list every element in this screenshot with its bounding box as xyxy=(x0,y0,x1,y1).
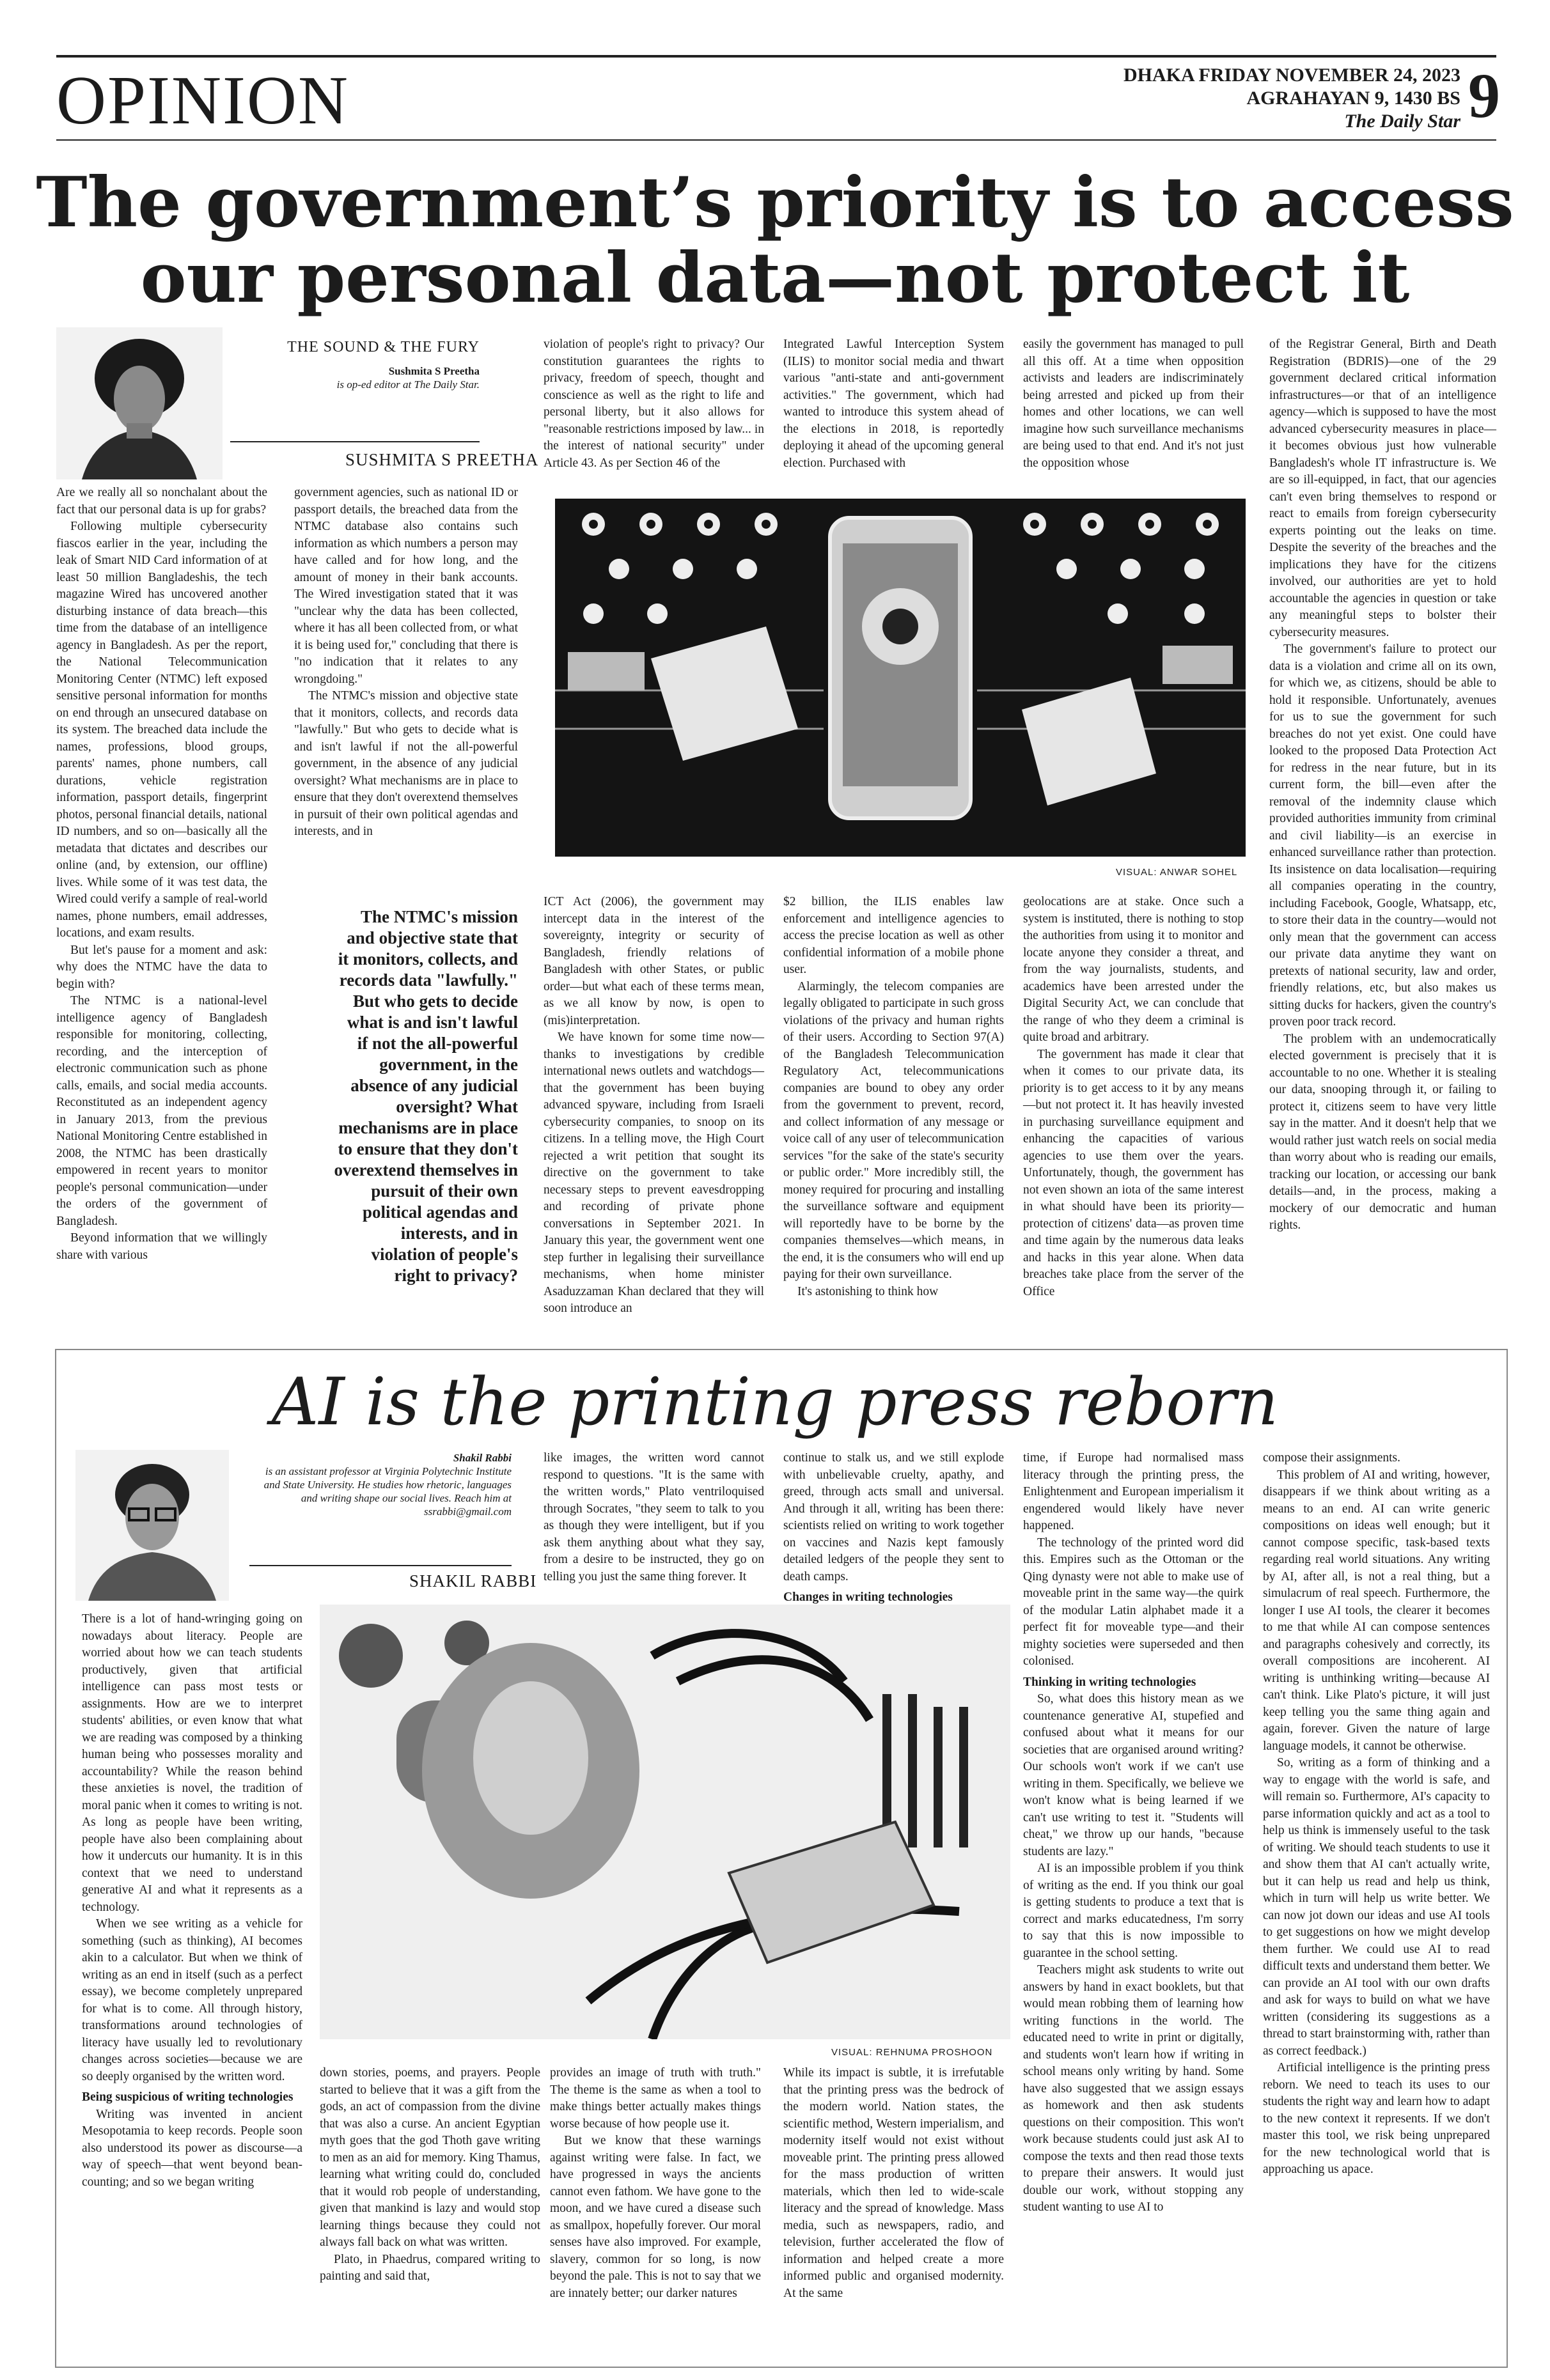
article2-col5 xyxy=(1263,1450,1490,2179)
paragraph: This problem of AI and writing, however, disappears if we think about writing as a means to an end. AI can write generic compositions on ideas well enough; but it cannot compose specific, task-based texts regarding real world situations. Any writing by AI, after all, is not a real thing, but a simulacrum of real speech. Furthermore, the longer I use AI tools, the clearer it becomes to me that while AI can compose sentences and paragraphs cohesively and correctly, its overall compositions are incoherent. AI writing is unthinking writing—because AI can't think. Like Plato's picture, it will just keep telling you the same thing again and again, forever. Given the nature of large language models, it cannot be otherwise. xyxy=(1263,1468,1490,1753)
article2-col4-bottom xyxy=(783,2065,1004,2302)
subhead-thinking: Thinking in writing technologies xyxy=(1023,1675,1196,1689)
pull-quote: The NTMC's mission and objective state that it monitors, collects, and records data "lawfully." But who gets to decide what is and isn't lawful if not the all-powerful government, in the absence of any judicial oversight? What mechanisms are in place to ensure that they don't overextend themselves in pursuit of their own political agendas and interests, and in violation of people's right to privacy? xyxy=(334,907,518,1285)
paragraph: But let's pause for a moment and ask: why does the NTMC have the data to begin with? xyxy=(56,943,267,991)
author2-rule xyxy=(249,1565,512,1566)
paragraph: down stories, poems, and prayers. People started to believe that it was a gift from the gods, an act of compassion from the divine that was also a curse. An ancient Egyptian myth goes that the god Thoth gave writing to men as an aid for memory. King Thamus, learning what writing could do, concluded that it would rob people of understanding, given that mankind is lazy and would stop learning things because they could not always fall back on what was written. xyxy=(320,2066,540,2249)
section-title: OPINION xyxy=(56,63,349,139)
paragraph: We have known for some time now—thanks to investigations by credible international news outlets and watchdogs—that the government has been buying advanced spyware, including from Israeli cybersecurity companies, to snoop on its citizens. In a telling move, the High Court rejected a writ petition that sought its directive on the government to take necessary steps to prevent eavesdropping and recording of private phone conversations in September 2021. In January this year, the government went one step further in legalising their surveillance mechanisms, when home minister Asaduzzaman Khan declared that they will soon introduce an xyxy=(544,1031,764,1315)
paragraph: The government has made it clear that when it comes to our private data, its priority is to get access to it by any means—but not protect it. It has heavily invested in purchasing surveillance equipment and enhancing the capacities of various agencies to use them over the years. Unfortunately, though, the government has not even shown an iota of the same interest in what should have been its priority—protection of citizens' data—as proven time and time again by the numerous data leaks and hacks in this year alone. When data breaches take place from the server of the Office xyxy=(1023,1047,1244,1298)
paragraph: Beyond information that we willingly share with various xyxy=(56,1231,267,1262)
paragraph: ICT Act (2006), the government may intercept data in the interest of the sovereignty, integrity or security of Bangladesh, friendly relations of Bangladesh with other States, or public order—but what each of these terms mean, as we all know by now, is open to (mis)interpretation. xyxy=(544,895,764,1027)
paragraph: The technology of the printed word did this. Empires such as the Ottoman or the Qing dynasty were not able to make use of moveable print in the same way—the quirk of the modular Latin alphabet made it a perfect fit for moveable type—and their mighty societies were superseded and then colonised. xyxy=(1023,1536,1244,1668)
paragraph: like images, the written word cannot respond to questions. "It is the same with the written words," Plato ventriloquised through Socrates, "they seem to talk to you as though they were intelligent, but if you ask them anything about what they say, from a desire to be instructed, they go on telling you just the same thing forever. It xyxy=(544,1451,764,1583)
article1-col2 xyxy=(294,485,518,841)
article1-col5-top xyxy=(1023,336,1244,472)
paragraph: Following multiple cybersecurity fiascos earlier in the year, including the leak of Smart NID Card information of at least 50 million Bangladeshis, the tech magazine Wired has uncovered another disturbing instance of data breach—this time from the database of an intelligence agency in Bangladesh. As per the report, the National Telecommunication Monitoring Center (NTMC) left exposed sensitive personal information for months on end through an unsecured database on its system. The breached data include the names, professions, blood groups, parents' names, phone numbers, call durations, vehicle registration information, passport details, fingerprint photos, personal financial details, national ID numbers, and so on—basically all the metadata that dictates and describes our online (and, by extension, our offline) lives. While some of it was test data, the Wired could verify a sample of real-world names, phone numbers, email addresses, locations, and exam results. xyxy=(56,520,267,940)
date-block xyxy=(1123,64,1460,133)
author-photo-preetha xyxy=(56,327,223,479)
author-rule xyxy=(230,441,480,442)
surveillance-illustration xyxy=(555,499,1246,857)
article1-col3-top xyxy=(544,336,764,472)
paragraph: Are we really all so nonchalant about the fact that our personal data is up for grabs? xyxy=(56,486,267,517)
article2-col1 xyxy=(82,1611,302,2191)
ai-illustration xyxy=(320,1605,1010,2039)
paragraph: The NTMC's mission and objective state that it monitors, collects, and records data "lawfully." But who gets to decide what is and isn't lawful if not the all-powerful government, in the absence of any judicial oversight? What mechanisms are in place to ensure that they don't overextend themselves in pursuit of their own political agendas and interests, and in xyxy=(294,689,518,838)
page-number: 9 xyxy=(1468,60,1500,131)
author-caps: SUSHMITA S PREETHA xyxy=(345,450,539,469)
headline-line-2: our personal data—not protect it xyxy=(140,238,1410,318)
author-note-name: Sushmita S Preetha xyxy=(388,365,480,377)
paragraph: Writing was invented in ancient Mesopotamia to keep records. People soon also understood its power as discourse—a way of speech—that went beyond bean-counting; and so we began writing xyxy=(82,2107,302,2189)
article2-col3-top xyxy=(783,1450,1004,1606)
masthead-rule xyxy=(56,139,1496,141)
article2-col4 xyxy=(1023,1450,1244,2216)
paragraph: Teachers might ask students to write out answers by hand in exact booklets, but that would mean robbing them of learning how writing functions in the world. The educated need to write in print or digitally, and students won't learn how if writing in school means only writing by hand. Some have also suggested that we assign essays as homework and then ask students questions on their composition. This won't work because students could just ask AI to compose the texts and then read those texts to prepare their answers. It would just double our work, without stopping any student wanting to use AI to xyxy=(1023,1963,1244,2214)
paragraph: When we see writing as a vehicle for something (such as thinking), AI becomes akin to a calculator. But when we think of writing as an end in itself (such as a perfect essay), we become completely unprepared for what is to come. All through history, transformations around technologies of literacy have usually led to revolutionary changes across societies—because we are so deeply organised by the written word. xyxy=(82,1917,302,2083)
paragraph: Integrated Lawful Interception System (ILIS) to monitor social media and thwart various "anti-state and anti-government activities." The government, which had wanted to introduce this system ahead of the elections in 2018, is reportedly deploying it ahead of the upcoming general election. Purchased with xyxy=(783,338,1004,470)
paragraph: geolocations are at stake. Once such a system is instituted, there is nothing to stop the authorities from using it to monitor and locate anyone they consider a threat, and from the way journalists, students, and academics have been arrested under the Digital Security Act, we can conclude that the range of who they deem a criminal is quite broad and arbitrary. xyxy=(1023,895,1244,1044)
paragraph: The problem with an undemocratically elected government is precisely that it is accountable to no one. Whether it is stealing our data, snooping through it, or failing to protect it, citizens seem to have very little say in the matter. And it doesn't help that we would rather just watch reels on social media than worry about who is reading our emails, tracking our location, or accessing our bank details—and, in the process, making a mockery of our democratic and human rights. xyxy=(1269,1032,1496,1232)
author-note xyxy=(230,364,480,391)
author2-note-name: Shakil Rabbi xyxy=(453,1452,512,1464)
top-rule xyxy=(56,55,1496,58)
visual-credit-1: VISUAL: ANWAR SOHEL xyxy=(1116,867,1238,878)
author-photo-rabbi xyxy=(75,1450,229,1601)
subhead-changes: Changes in writing technologies xyxy=(783,1591,953,1604)
paragraph: The NTMC is a national-level intelligence agency of Bangladesh responsible for monitoring, collecting, recording, and the interception of electronic communication such as phone calls, emails, and social media accounts. Reconstituted as an independent agency in January 2013, from the previous National Monitoring Centre established in 2008, the NTMC has been drastically empowered in recent years to monitor people's personal communication—under the orders of the government of Bangladesh. xyxy=(56,994,267,1228)
headline-line-1: The government’s priority is to access xyxy=(36,162,1514,243)
article2-headline: AI is the printing press reborn xyxy=(271,1364,1279,1440)
paragraph: $2 billion, the ILIS enables law enforcement and intelligence agencies to access the precise location as well as other confidential information of a mobile phone user. xyxy=(783,895,1004,976)
paragraph: But we know that these warnings against writing were false. In fact, we have progressed in ways the ancients cannot even fathom. We have gone to the moon, and we have cured a disease such as smallpox, hopefully forever. Our moral senses have also improved. For example, slavery, common for so long, is now beyond the pale. This is not to say that we are innately better; our darker natures xyxy=(550,2134,761,2300)
paragraph: Artificial intelligence is the printing press reborn. We need to teach its uses to our students the right way and learn how to adapt to the new context it represents. If we don't master this tool, we risk being unprepared for the new technological world that is approaching us apace. xyxy=(1263,2061,1490,2176)
article2-col3-bottom xyxy=(550,2065,761,2302)
subhead-suspicious: Being suspicious of writing technologies xyxy=(82,2090,294,2104)
paragraph: government agencies, such as national ID or passport details, the breached data from the NTMC database also contains such information as which numbers a person may have called and for how long, and the amount of money in their bank accounts. The Wired investigation stated that it was "unclear why the data has been collected, where it has all been collected from, or what it is being used for," concluding that there is "no indication that it relates to any wrongdoing." xyxy=(294,486,518,686)
article1-headline xyxy=(0,162,1550,318)
paragraph: It's astonishing to think how xyxy=(797,1284,939,1298)
date-line-1: DHAKA FRIDAY NOVEMBER 24, 2023 xyxy=(1123,65,1460,86)
paragraph: of the Registrar General, Birth and Death Registration (BDRIS)—one of the 29 government declared critical information infrastructures—or that of an intelligence agency—which is supposed to have the most advanced cybersecurity measures in place—it becomes obvious just how vulnerable Bangladesh's whole IT infrastructure is. We are so ill-equipped, in fact, that our agencies can't even bring themselves to respond or react to emails from foreign cybersecurity experts pointing out the leaks on time. Despite the severity of the breaches and the implications they have for the citizens involved, our authorities are yet to hold accountable the agencies in question or take any meaningful steps to bolster their cybersecurity measures. xyxy=(1269,338,1496,639)
paragraph: time, if Europe had normalised mass literacy through the printing press, the Enlightenment and European imperialism it engendered would likely have never happened. xyxy=(1023,1451,1244,1532)
column-name: THE SOUND & THE FURY xyxy=(287,339,480,355)
author2-note-body: is an assistant professor at Virginia Polytechnic Institute and State University. He studies how rhetoric, languages and writing shape our social lives. Reach him at ssrabbi@gmail.com xyxy=(263,1465,512,1518)
article1-col4-bottom xyxy=(783,894,1004,1300)
author2-caps: SHAKIL RABBI xyxy=(409,1571,537,1591)
article1-col1 xyxy=(56,485,267,1264)
paragraph: AI is an impossible problem if you think of writing as the end. If you think our goal is getting students to produce a text that is correct and marks educatedness, I'm sorry to say that this is now impossible to guarantee in the school setting. xyxy=(1023,1862,1244,1960)
paragraph: easily the government has managed to pull all this off. At a time when opposition activists and leaders are indiscriminately being arrested and picked up from their homes and other locations, we can well imagine how such surveillance mechanisms are being used to that end. And it's not just the opposition whose xyxy=(1023,338,1244,470)
paragraph: There is a lot of hand-wringing going on nowadays about literacy. People are worried about how we can teach students productively, given that artificial intelligence can pass most tests or assignments. How are we to interpret students' abilities, or even know that what we are reading was composed by a thinking human being who possesses morality and accountability? While the reason behind these anxieties is novel, the tradition of moral panic when it comes to writing is not. As long as people have been writing, people have also been complaining about how it undercuts our humanity. It is in this context that we need to understand generative AI and what it represents as a technology. xyxy=(82,1612,302,1914)
article2-col2-bottom xyxy=(320,2065,540,2285)
paragraph: provides an image of truth with truth." The theme is the same as when a tool to make things better actually makes things worse because of how people use it. xyxy=(550,2066,761,2131)
paragraph: compose their assignments. xyxy=(1263,1451,1401,1465)
date-line-2: AGRAHAYAN 9, 1430 BS xyxy=(1246,88,1460,109)
paragraph: The government's failure to protect our data is a violation and crime all on its own, for which we, as citizens, should be able to hold it responsible. Unfortunately, avenues for us to sue the government for such breaches do not yet exist. One could have looked to the proposed Data Protection Act for redress in the near future, but in its current form, the bill—even after the removal of the indemnity clause which provided authorities immunity from criminal and civil liability—is an exercise in enhanced surveillance rather than protection. Its insistence on data localisation—requiring all companies operating in the country, including Facebook, Google, Whatsapp, etc, to store their data in the country—would not only mean that the government can access our private data anytime they want on pretexts of national security, law and order, friendly relations, etc, but also makes us sitting ducks for hackers, given the country's proven poor track record. xyxy=(1269,642,1496,1029)
article1-col6 xyxy=(1269,336,1496,1234)
author-note-role: is op-ed editor at The Daily Star. xyxy=(336,378,480,391)
article1-col4-top xyxy=(783,336,1004,472)
paper-name: The Daily Star xyxy=(1344,111,1460,132)
article2-col2-top xyxy=(544,1450,764,1585)
article1-col5-bottom xyxy=(1023,894,1244,1300)
author2-note xyxy=(249,1451,512,1518)
paragraph: So, what does this history mean as we countenance generative AI, stupefied and confused about what it means for our societies that are organised around writing? Our schools won't work if we can't use writing in them. Specifically, we believe we won't know what is being learned if we can't use writing to test it. "Students will cheat," we throw up our hands, "because students are lazy." xyxy=(1023,1692,1244,1858)
paragraph: Plato, in Phaedrus, compared writing to painting and said that, xyxy=(320,2252,540,2283)
paragraph: Alarmingly, the telecom companies are legally obligated to participate in such gross violations of the privacy and human rights of their users. According to Section 97(A) of the Bangladesh Telecommunication Regulatory Act, telecommunications companies are bound to obey any order from the government to prevent, record, and collect information of any message or voice call of any user of telecommunication services "for the sake of the state's security or public order." More incredibly still, the money required for procuring and installing the surveillance software and equipment will reportedly have to be borne by the companies themselves—which means, in the end, it is the consumers who will end up paying for their own surveillance. xyxy=(783,979,1004,1281)
paragraph: So, writing as a form of thinking and a way to engage with the world is safe, and will remain so. Furthermore, AI's capacity to parse information quickly and act as a tool to help us think is immensely useful to the task of writing. We should teach students to use it and show them that AI can't actually write, but it can help us read and help us think, which in turn will help us write better. We can now jot down our ideas and use AI tools to get suggestions on how we might develop them further. We could use AI to read difficult texts and understand them better. We can provide an AI tool with our own drafts and ask for ways to build on what we have written (considering its suggestions as a thread to start brainstorming with, rather than as correct feedback.) xyxy=(1263,1756,1490,2058)
article1-col3-bottom xyxy=(544,894,764,1318)
paragraph: violation of people's right to privacy? Our constitution guarantees the rights to privacy, freedom of speech, thought and conscience as well as the right to life and personal liberty, but it also allows for "reasonable restrictions imposed by law... in the interest of national security" under Article 43. As per Section 46 of the xyxy=(544,338,764,470)
visual-credit-2: VISUAL: REHNUMA PROSHOON xyxy=(831,2047,993,2058)
paragraph: While its impact is subtle, it is irrefutable that the printing press was the bedrock of the modern world. Nation states, the scientific method, Western imperialism, and modernity itself would not exist without moveable print. The printing press allowed for the mass production of written materials, which then led to wide-scale literacy and the spread of knowledge. Mass media, such as newspapers, radio, and television, further accelerated the flow of information and helped create a more informed public and organised modernity. At the same xyxy=(783,2066,1004,2300)
paragraph: continue to stalk us, and we still explode with unbelievable cruelty, apathy, and greed, through acts small and universal. And through it all, writing has been there: scientists relied on writing to work together on vaccines and Nazis kept famously detailed ledgers of the people they sent to death camps. xyxy=(783,1451,1004,1583)
